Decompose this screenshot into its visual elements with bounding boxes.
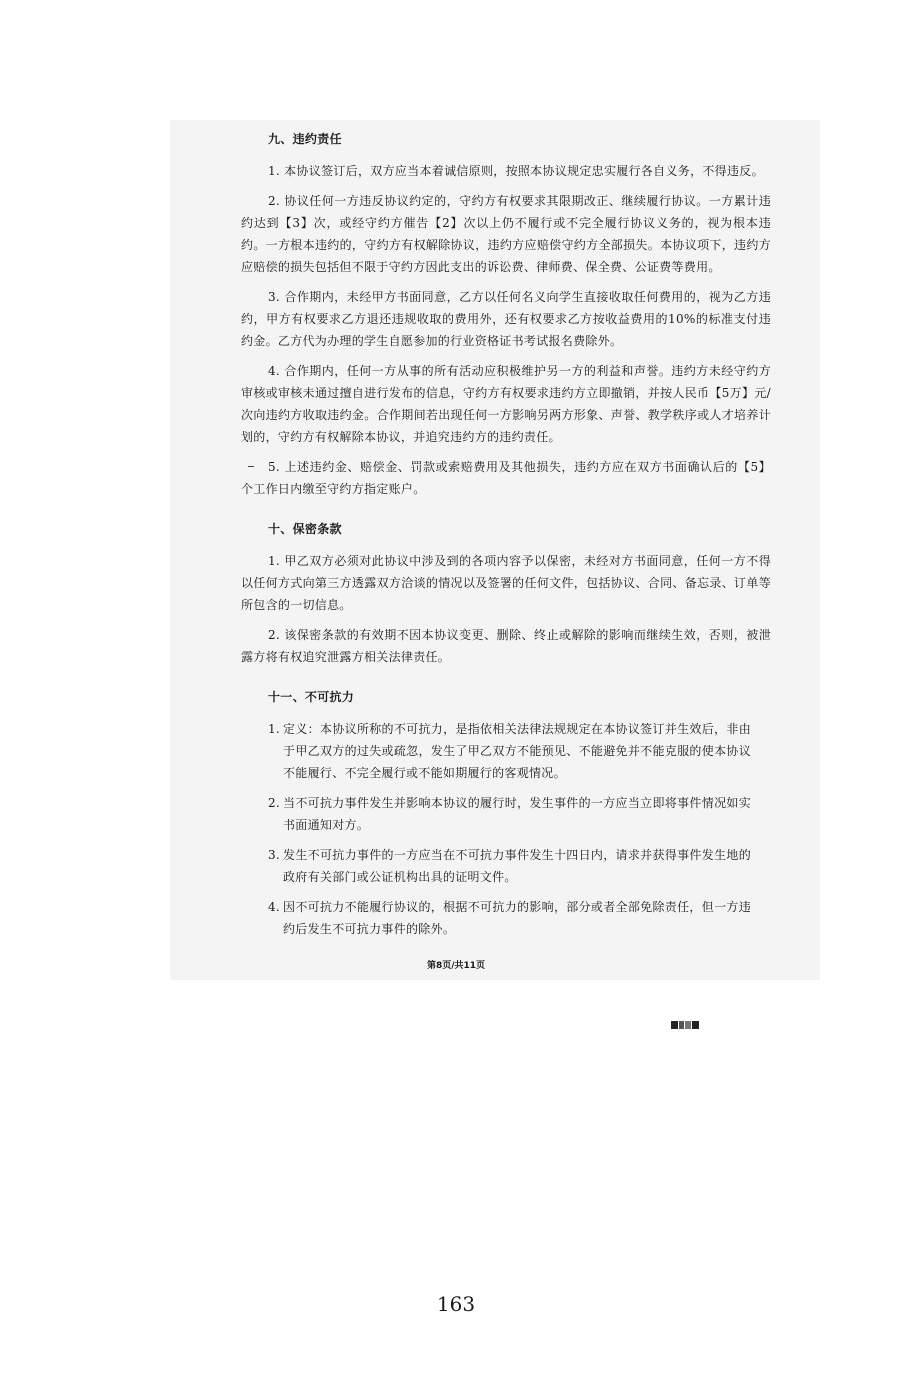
section-heading: 九、违约责任	[268, 132, 342, 146]
document-body	[241, 128, 771, 948]
page-footer: 第8页/共11页	[426, 961, 486, 971]
section-confidentiality	[241, 518, 771, 668]
clause: 5. 上述违约金、赔偿金、罚款或索赔费用及其他损失，违约方应在双方书面确认后的【5】个工作日内缴至守约方指定账户。	[241, 460, 771, 496]
section-heading: 十一、不可抗力	[268, 690, 355, 704]
list-item	[268, 792, 771, 836]
list-item	[268, 896, 771, 940]
page-number: 163	[436, 1292, 476, 1316]
list-item	[268, 844, 771, 888]
item-text: 定义：本协议所称的不可抗力，是指依相关法律法规规定在本协议签订并生效后，非由于甲乙双方的过失或疏忽，发生了甲乙双方不能预见、不能避免并不能克服的使本协议不能履行、不完全履行或不能如期履行的客观情况。	[283, 722, 751, 780]
clause: 1. 甲乙双方必须对此协议中涉及到的各项内容予以保密，未经对方书面同意，任何一方不得以任何方式向第三方透露双方洽谈的情况以及签署的任何文件，包括协议、合同、备忘录、订单等所包含的一切信息。	[241, 554, 771, 612]
clause: 4. 合作期内，任何一方从事的所有活动应积极维护另一方的利益和声誉。违约方未经守约方审核或审核未通过擅自进行发布的信息，守约方有权要求违约方立即撤销，并按人民币【5万】元/次向违约方收取违约金。合作期间若出现任何一方影响另两方形象、声誉、教学秩序或人才培养计划的，守约方有权解除本协议，并追究违约方的违约责任。	[241, 364, 771, 444]
section-breach-liability	[241, 128, 771, 500]
item-number: 4.	[268, 900, 281, 914]
item-number: 3.	[268, 848, 281, 862]
item-text: 发生不可抗力事件的一方应当在不可抗力事件发生十四日内，请求并获得事件发生地的政府有关部门或公证机构出具的证明文件。	[283, 848, 751, 884]
clause: 2. 协议任何一方违反协议约定的，守约方有权要求其限期改正、继续履行协议。一方累计违约达到【3】次，或经守约方催告【2】次以上仍不履行或不完全履行协议义务的，视为根本违约。一方根本违约的，守约方有权解除协议，违约方应赔偿守约方全部损失。本协议项下，违约方应赔偿的损失包括但不限于守约方因此支出的诉讼费、律师费、保全费、公证费等费用。	[241, 194, 771, 274]
clause: 1. 本协议签订后，双方应当本着诚信原则，按照本协议规定忠实履行各自义务，不得违反。	[268, 164, 764, 178]
section-force-majeure	[241, 686, 771, 940]
section-heading: 十、保密条款	[268, 522, 342, 536]
list-item	[268, 718, 771, 784]
clause: 2. 该保密条款的有效期不因本协议变更、删除、终止或解除的影响而继续生效，否则，被泄露方将有权追究泄露方相关法律责任。	[241, 628, 771, 664]
item-text: 当不可抗力事件发生并影响本协议的履行时，发生事件的一方应当立即将事件情况如实书面通知对方。	[283, 796, 751, 832]
barcode-icon	[671, 1014, 705, 1023]
clause: 3. 合作期内，未经甲方书面同意，乙方以任何名义向学生直接收取任何费用的，视为乙方违约，甲方有权要求乙方退还违规收取的费用外，还有权要求乙方按收益费用的10%的标准支付违约金。乙方代为办理的学生自愿参加的行业资格证书考试报名费除外。	[241, 290, 771, 348]
item-number: 1.	[268, 722, 281, 736]
item-number: 2.	[268, 796, 281, 810]
item-text: 因不可抗力不能履行协议的，根据不可抗力的影响，部分或者全部免除责任，但一方违约后发生不可抗力事件的除外。	[283, 900, 751, 936]
